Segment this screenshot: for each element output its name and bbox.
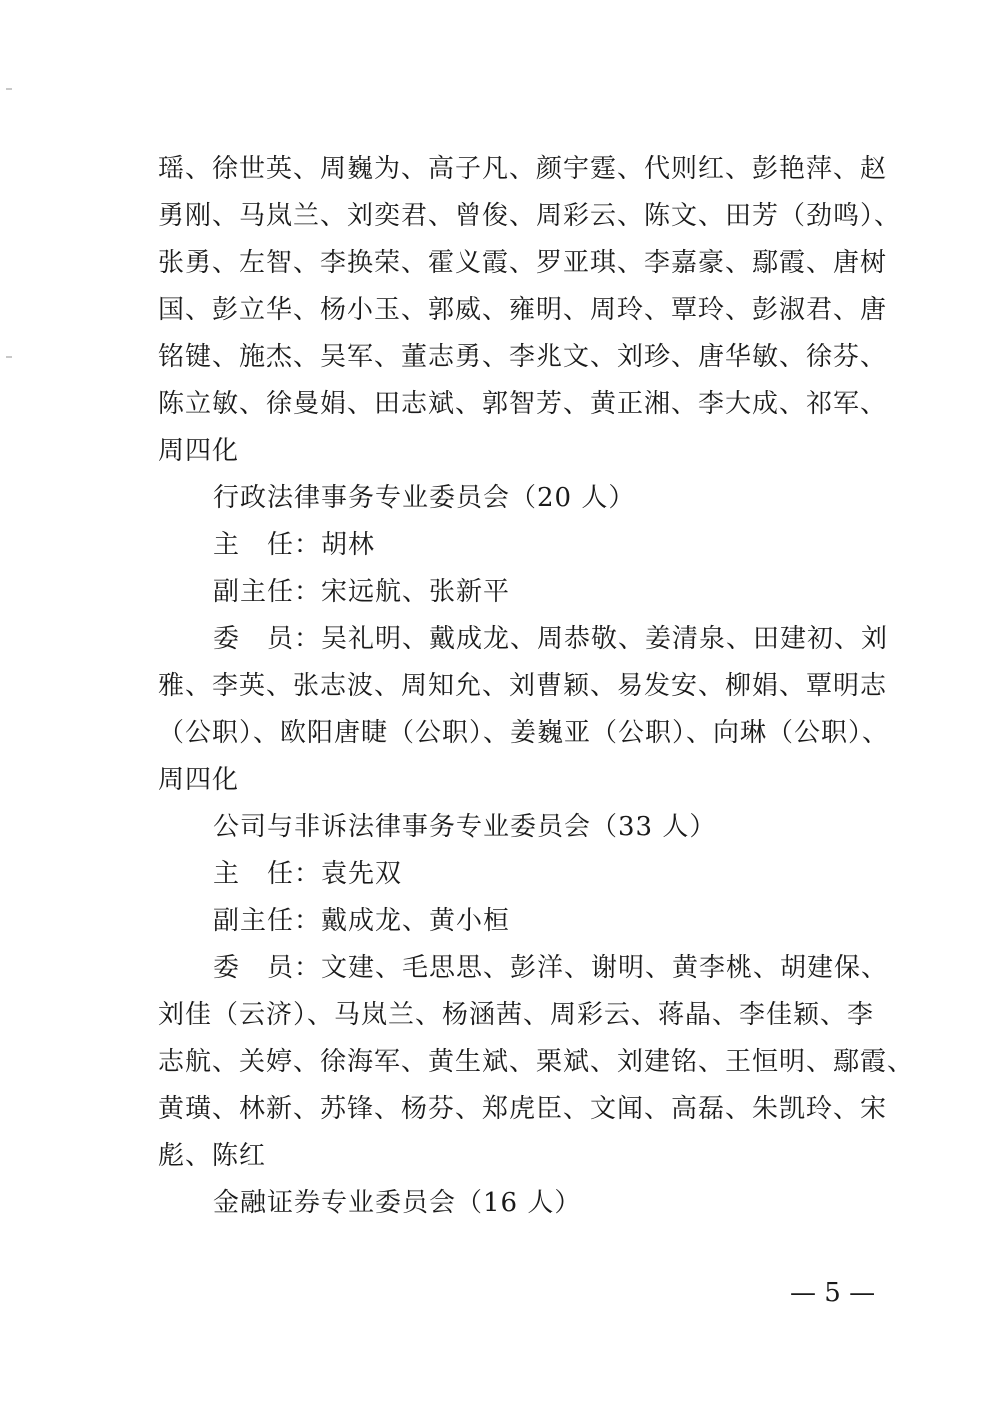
section-heading: 行政法律事务专业委员会（20 人） bbox=[213, 483, 636, 513]
members-line: 委 员：吴礼明、戴成龙、周恭敬、姜清泉、田建初、刘 bbox=[213, 624, 889, 654]
text-line: 周四化 bbox=[158, 765, 240, 795]
text-line: 刘佳（云济）、马岚兰、杨涵茜、周彩云、蒋晶、李佳颖、李 bbox=[158, 1000, 875, 1030]
section-heading: 公司与非诉法律事务专业委员会（33 人） bbox=[213, 812, 717, 842]
text-line: 瑶、徐世英、周巍为、高子凡、颜宇霆、代则红、彭艳萍、赵 bbox=[158, 154, 888, 184]
scan-edge-mark bbox=[6, 356, 12, 358]
text-line: 雅、李英、张志波、周知允、刘曹颖、易发安、柳娟、覃明志 bbox=[158, 671, 888, 701]
deputy-director-line: 副主任：戴成龙、黄小桓 bbox=[213, 906, 511, 936]
deputy-director-line: 副主任：宋远航、张新平 bbox=[213, 577, 511, 607]
text-line: 张勇、左智、李换荣、霍义霞、罗亚琪、李嘉豪、鄢霞、唐树 bbox=[158, 248, 888, 278]
text-line: 彪、陈红 bbox=[158, 1141, 267, 1171]
text-line: 黄璜、林新、苏锋、杨芬、郑虎臣、文闻、高磊、朱凯玲、宋 bbox=[158, 1094, 888, 1124]
members-line: 委 员：文建、毛思思、彭洋、谢明、黄李桃、胡建保、 bbox=[213, 953, 889, 983]
director-line: 主 任：袁先双 bbox=[213, 859, 403, 889]
text-line: （公职）、欧阳唐睫（公职）、姜巍亚（公职）、向琳（公职）、 bbox=[158, 718, 890, 748]
text-line: 志航、关婷、徐海军、黄生斌、栗斌、刘建铭、王恒明、鄢霞、 bbox=[158, 1047, 915, 1077]
text-line: 陈立敏、徐曼娟、田志斌、郭智芳、黄正湘、李大成、祁军、 bbox=[158, 389, 888, 419]
scan-edge-mark bbox=[6, 88, 12, 90]
page-number: — 5 — bbox=[790, 1278, 876, 1308]
director-line: 主 任：胡林 bbox=[213, 530, 376, 560]
text-line: 铭键、施杰、吴军、董志勇、李兆文、刘珍、唐华敏、徐芬、 bbox=[158, 342, 888, 372]
text-line: 周四化 bbox=[158, 436, 240, 466]
section-heading: 金融证券专业委员会（16 人） bbox=[213, 1188, 582, 1218]
text-line: 勇刚、马岚兰、刘奕君、曾俊、周彩云、陈文、田芳（劲鸣）、 bbox=[158, 201, 902, 231]
text-line: 国、彭立华、杨小玉、郭威、雍明、周玲、覃玲、彭淑君、唐 bbox=[158, 295, 888, 325]
